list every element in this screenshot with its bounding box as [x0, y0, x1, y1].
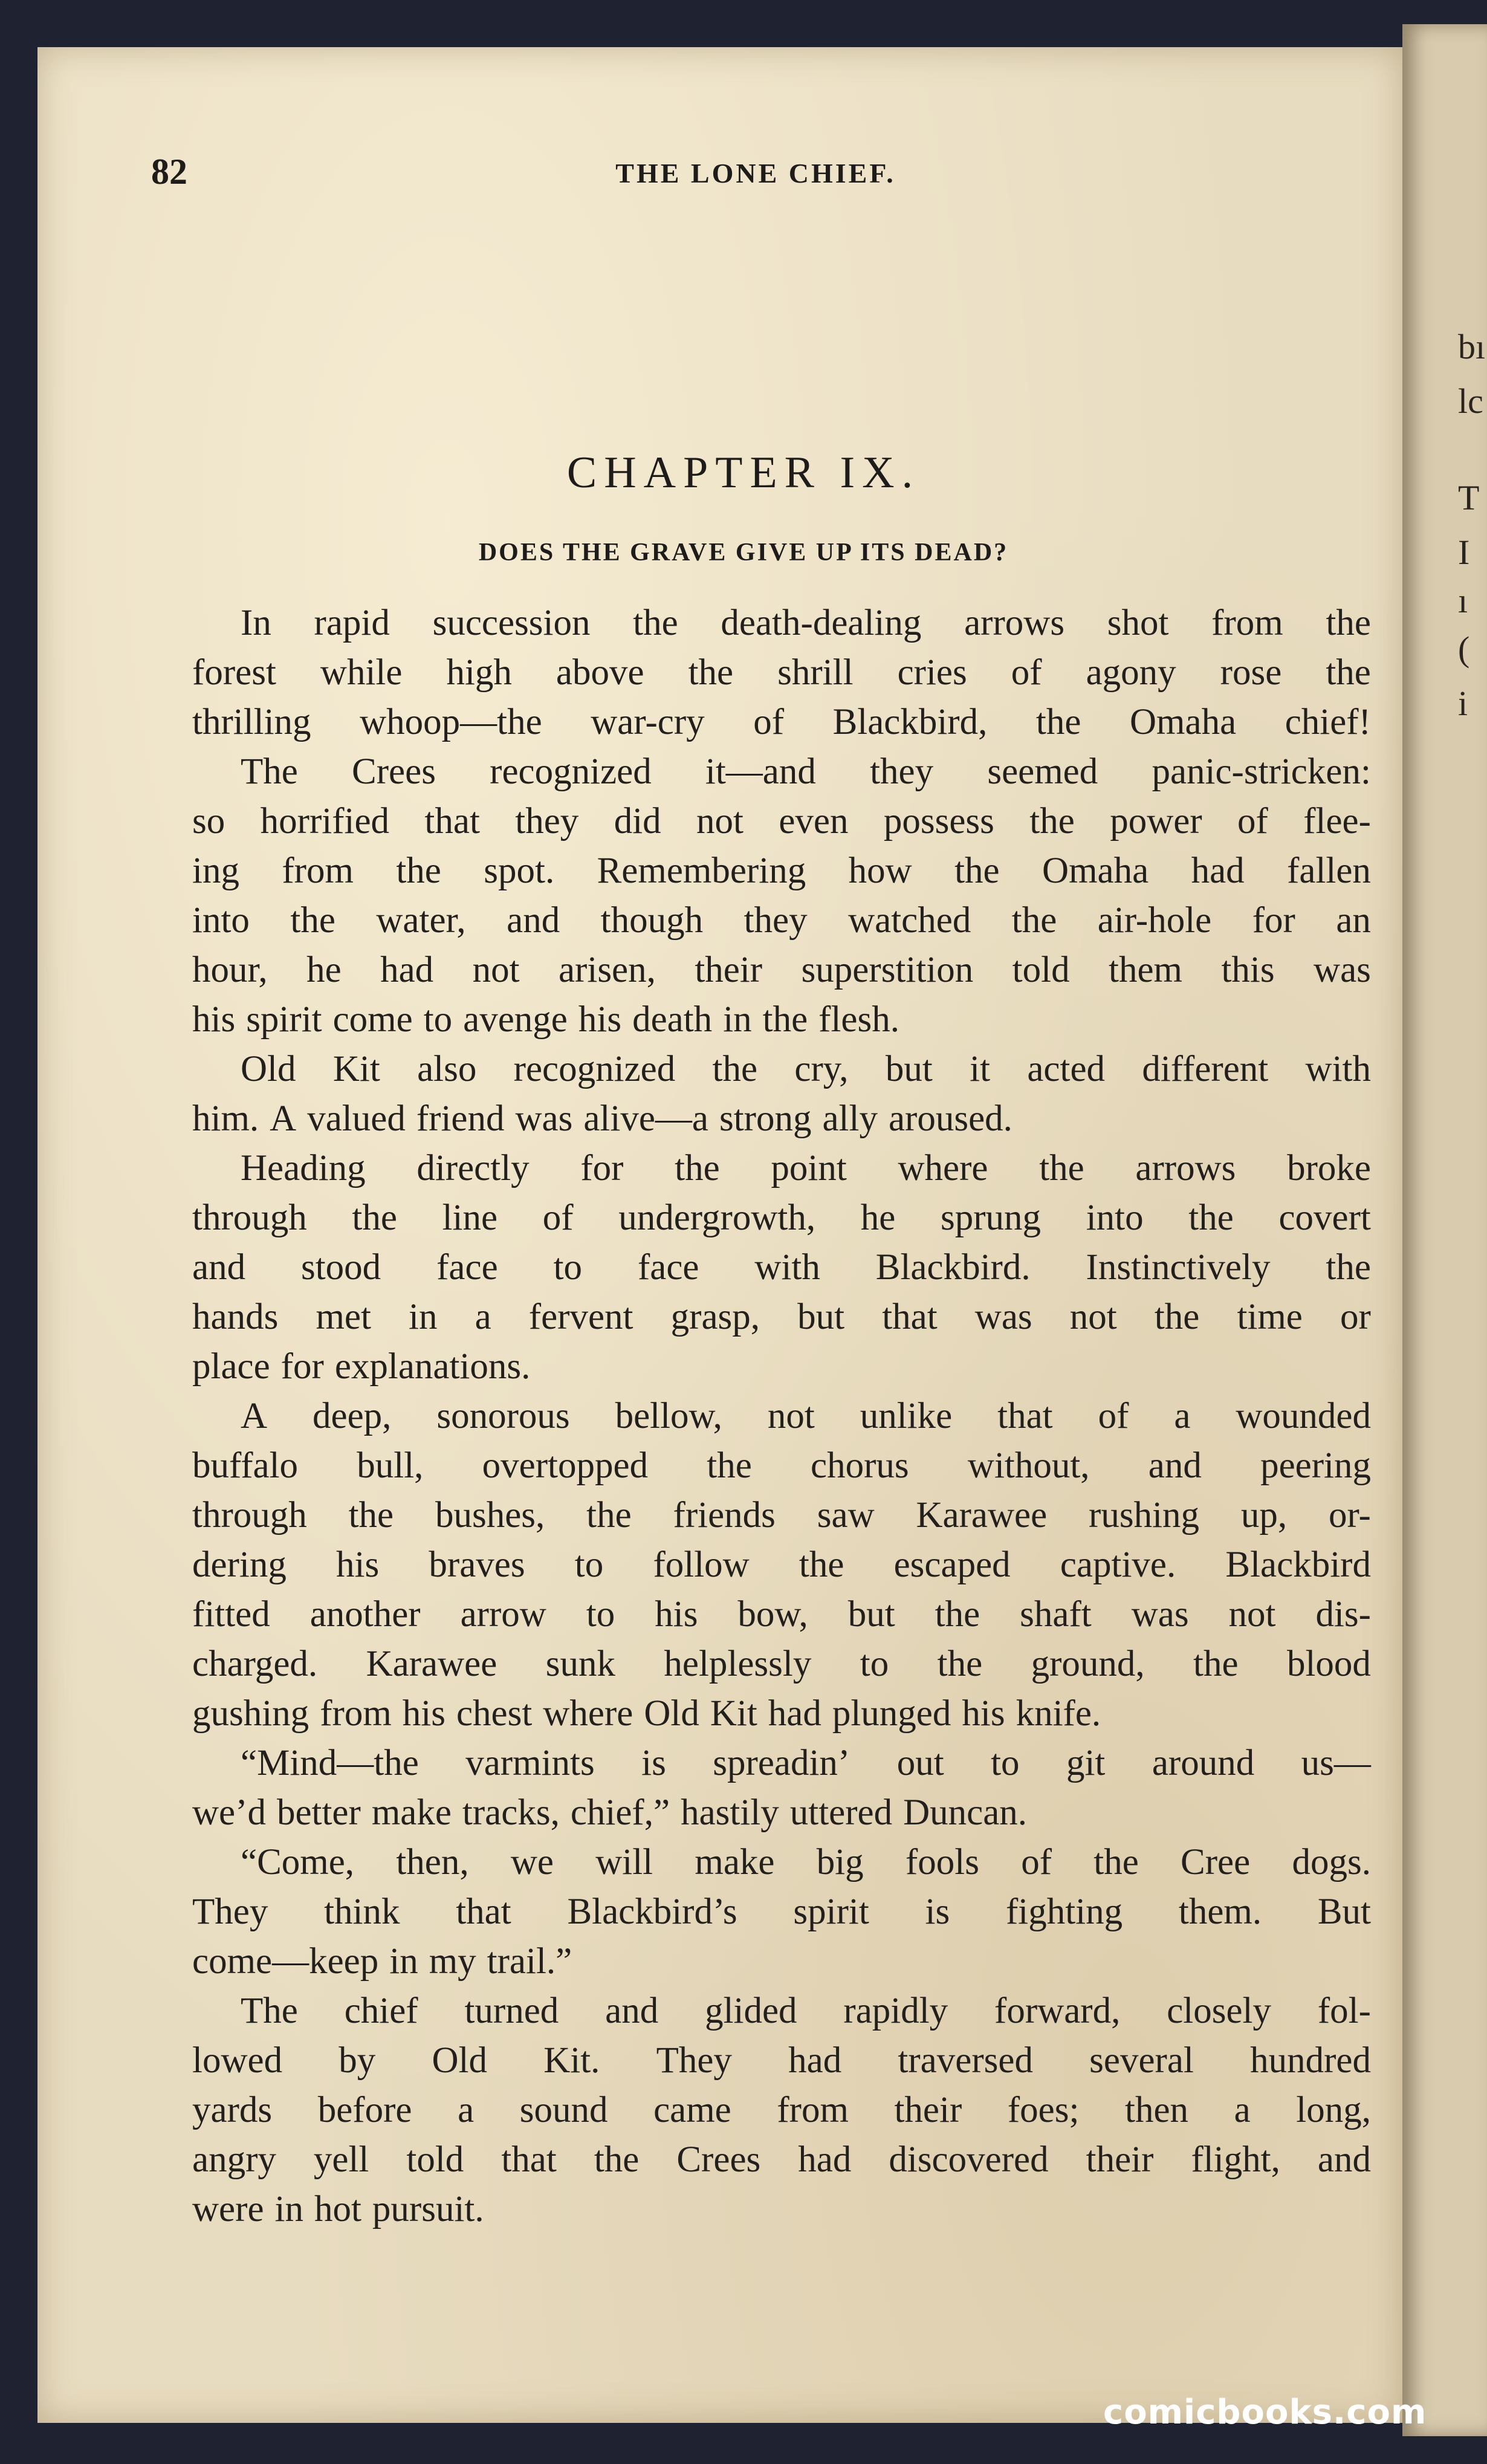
text-line: place for explanations.	[192, 1346, 531, 1387]
running-header	[151, 151, 1336, 199]
text-line: A deep, sonorous bellow, not unlike that of a wounded	[241, 1396, 1371, 1436]
text-line: angry yell told that the Crees had discovered their flight, and	[192, 2139, 1371, 2180]
text-line: They think that Blackbird’s spirit is fighting them. But	[192, 1892, 1371, 1932]
text-line: dering his braves to follow the escaped captive. Blackbird	[192, 1545, 1371, 1585]
text-line: him. A valued friend was alive—a strong ally aroused.	[192, 1098, 1012, 1139]
text-line: The Crees recognized it—and they seemed panic-stricken:	[241, 751, 1371, 792]
text-line: ing from the spot. Remembering how the Omaha had fallen	[192, 851, 1371, 891]
adjacent-page-fragment: ı	[1458, 581, 1468, 620]
text-line: we’d better make tracks, chief,” hastily uttered Duncan.	[192, 1792, 1028, 1833]
text-line: lowed by Old Kit. They had traversed several hundred	[192, 2040, 1371, 2081]
chapter-title: CHAPTER IX.	[566, 448, 921, 498]
watermark: comicbooks.com	[1103, 2393, 1427, 2432]
text-line: charged. Karawee sunk helplessly to the ground, the blood	[192, 1644, 1371, 1684]
text-line: forest while high above the shrill cries of agony rose the	[192, 652, 1371, 693]
adjacent-page-fragment: i	[1458, 684, 1468, 723]
adjacent-page-edge	[1402, 24, 1487, 2436]
page-number: 82	[151, 152, 187, 192]
chapter-subtitle: DOES THE GRAVE GIVE UP ITS DEAD?	[478, 539, 1009, 566]
text-line: gushing from his chest where Old Kit had plunged his knife.	[192, 1693, 1101, 1734]
text-line: his spirit come to avenge his death in the flesh.	[192, 999, 899, 1040]
text-line: Old Kit also recognized the cry, but it acted different with	[241, 1049, 1371, 1089]
adjacent-page-fragment: lc	[1458, 381, 1483, 421]
adjacent-page-fragment: I	[1458, 533, 1470, 572]
adjacent-page-fragment: (	[1458, 629, 1470, 669]
text-line: and stood face to face with Blackbird. Instinctively the	[192, 1247, 1371, 1288]
running-title: THE LONE CHIEF.	[615, 158, 896, 189]
text-line: hour, he had not arisen, their superstition told them this was	[192, 950, 1371, 990]
text-line: so horrified that they did not even possess the power of flee-	[192, 801, 1371, 841]
adjacent-page-fragment: bı	[1458, 327, 1486, 366]
text-line: “Mind—the varmints is spreadin’ out to git around us—	[241, 1743, 1371, 1783]
text-line: through the bushes, the friends saw Karawee rushing up, or-	[192, 1495, 1371, 1535]
text-line: In rapid succession the death-dealing arrows shot from the	[241, 603, 1371, 643]
text-line: thrilling whoop—the war-cry of Blackbird, the Omaha chief!	[192, 702, 1371, 742]
text-line: fitted another arrow to his bow, but the shaft was not dis-	[192, 1594, 1371, 1635]
text-line: The chief turned and glided rapidly forward, closely fol-	[241, 1991, 1371, 2031]
text-line: through the line of undergrowth, he sprung into the covert	[192, 1198, 1371, 1238]
adjacent-page-fragment: T	[1458, 478, 1480, 517]
body-text	[192, 598, 1371, 2234]
text-line: into the water, and though they watched the air-hole for an	[192, 900, 1371, 941]
text-line: come—keep in my trail.”	[192, 1941, 572, 1982]
text-line: buffalo bull, overtopped the chorus without, and peering	[192, 1445, 1371, 1486]
text-line: were in hot pursuit.	[192, 2189, 484, 2229]
text-line: hands met in a fervent grasp, but that was not the time or	[192, 1297, 1371, 1337]
text-line: yards before a sound came from their foes; then a long,	[192, 2090, 1371, 2130]
text-line: “Come, then, we will make big fools of the Cree dogs.	[241, 1842, 1371, 1882]
text-line: Heading directly for the point where the arrows broke	[241, 1148, 1371, 1188]
